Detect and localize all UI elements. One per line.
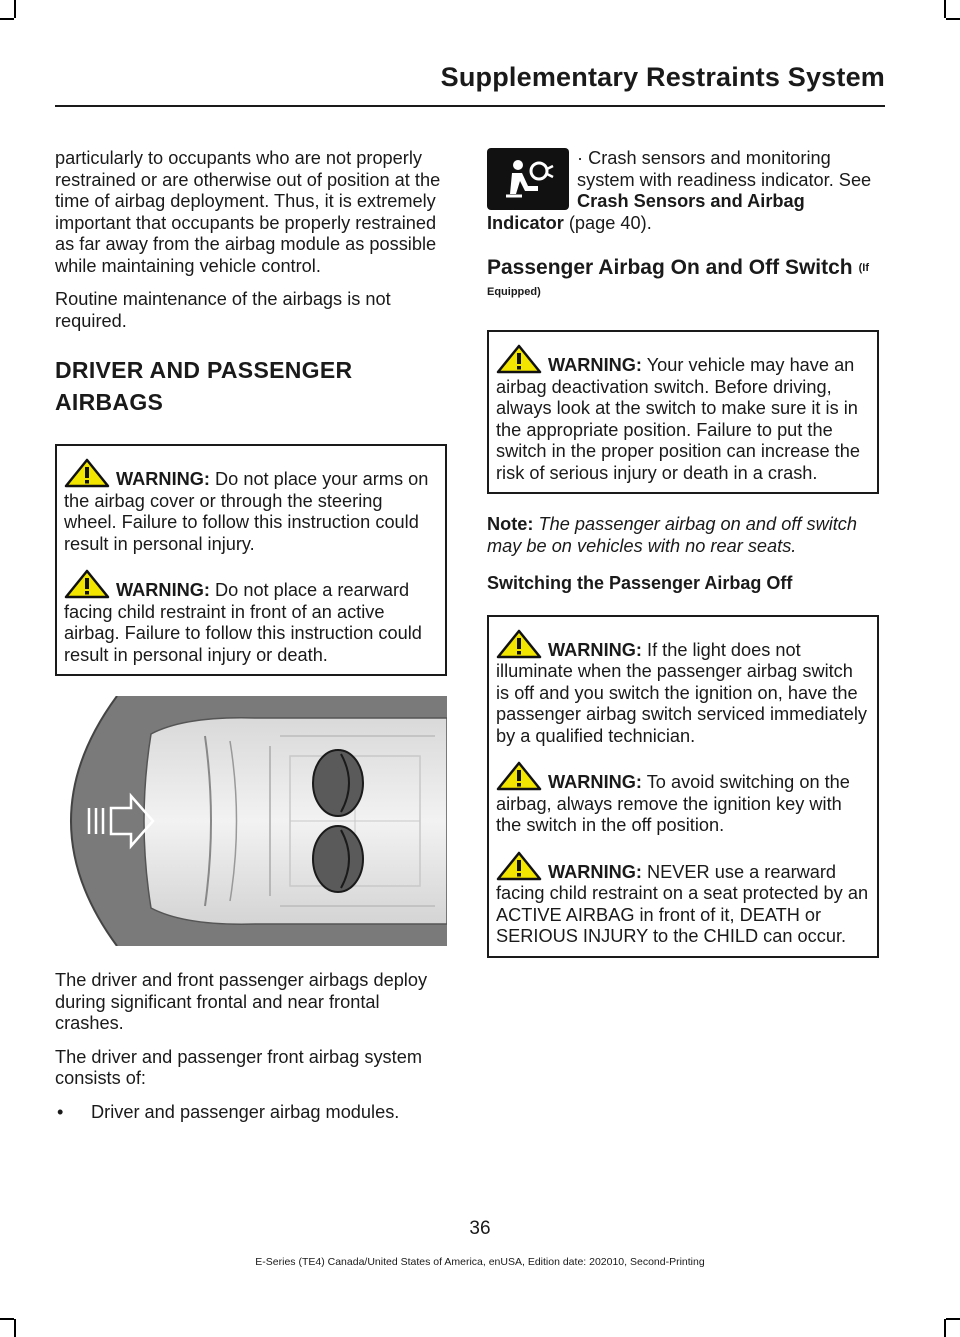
warning-box xyxy=(487,330,879,494)
left-column xyxy=(55,148,447,1123)
crop-mark xyxy=(14,0,16,18)
crop-mark xyxy=(944,1319,946,1337)
subsection-heading: Switching the Passenger Airbag Off xyxy=(487,573,793,593)
cross-reference-link[interactable]: Crash Sensors and Airbag Indicator xyxy=(487,191,805,233)
warning-box xyxy=(55,444,447,676)
warning-item xyxy=(496,629,870,748)
warning-label: WARNING: xyxy=(116,469,210,489)
warning-item xyxy=(64,569,438,666)
section-heading xyxy=(487,256,879,304)
bullet-icon: • xyxy=(57,1101,64,1122)
crop-mark xyxy=(946,1318,960,1320)
warning-item xyxy=(64,458,438,555)
warning-label: WARNING: xyxy=(548,772,642,792)
airbag-illustration xyxy=(55,696,447,946)
page-number: 36 xyxy=(469,1218,491,1239)
crop-mark xyxy=(944,0,946,18)
airbag-indicator-icon xyxy=(487,148,569,210)
warning-text: Your vehicle may have an airbag deactivation switch. Before driving, always look at the switch to make sure it is in the appropriate position. Failure to put the switch in the proper position can increase the risk of serious injury or death in a crash. xyxy=(496,355,860,483)
deploy-paragraph: The driver and front passenger airbags deploy during significant frontal and near frontal crashes. xyxy=(55,970,428,1033)
warning-text: To avoid switching on the airbag, always remove the ignition key with the switch in the off position. xyxy=(496,772,850,835)
warning-text: If the light does not illuminate when the passenger airbag switch is off and you switch the ignition on, have the passenger airbag switch serviced immediately by a qualified technician. xyxy=(496,639,867,746)
warning-triangle-icon xyxy=(496,629,542,659)
vehicle-airbag-diagram xyxy=(55,696,447,946)
crash-sensor-row xyxy=(487,148,879,234)
page-reference: (page 40). xyxy=(563,212,652,233)
warning-triangle-icon xyxy=(496,761,542,791)
header-rule xyxy=(55,105,885,107)
warning-label: WARNING: xyxy=(548,861,642,882)
warning-item xyxy=(496,851,870,948)
list-item xyxy=(55,1102,447,1124)
crop-mark xyxy=(0,1318,14,1320)
crop-mark xyxy=(14,1319,16,1337)
crop-mark xyxy=(0,18,14,20)
warning-triangle-icon xyxy=(496,851,542,881)
footer-text: E-Series (TE4) Canada/United States of America, enUSA, Edition date: 202010, Second-Printing xyxy=(255,1256,705,1268)
warning-text: Do not place your arms on the airbag cover or through the steering wheel. Failure to follow this instruction could result in personal injury. xyxy=(64,469,429,554)
warning-label: WARNING: xyxy=(548,639,642,660)
note-paragraph xyxy=(487,514,879,557)
warning-item xyxy=(496,344,870,484)
warning-triangle-icon xyxy=(64,458,110,488)
warning-box xyxy=(487,615,879,958)
note-text: The passenger airbag on and off switch may be on vehicles with no rear seats. xyxy=(487,514,858,556)
if-equipped-label: (If Equipped) xyxy=(487,262,870,298)
system-paragraph: The driver and passenger front airbag system consists of: xyxy=(55,1046,422,1088)
maintenance-paragraph: Routine maintenance of the airbags is not required. xyxy=(55,289,391,331)
note-label: Note: xyxy=(487,514,534,534)
warning-text: Do not place a rearward facing child restraint in front of an active airbag. Failure to follow this instruction could result in personal injury or death. xyxy=(64,580,422,665)
page-title: Supplementary Restraints System xyxy=(440,62,885,92)
warning-triangle-icon xyxy=(64,569,110,599)
crash-sensor-text: · Crash sensors and monitoring system with readiness indicator. See xyxy=(577,148,872,190)
right-column xyxy=(487,148,879,978)
warning-label: WARNING: xyxy=(116,580,210,600)
section-heading-text: Passenger Airbag On and Off Switch xyxy=(487,256,853,279)
warning-text: NEVER use a rearward facing child restraint on a seat protected by an ACTIVE AIRBAG in front of it, DEATH or SERIOUS INJURY to the CHILD can occur. xyxy=(496,861,869,946)
warning-triangle-icon xyxy=(496,344,542,374)
warning-label: WARNING: xyxy=(548,355,642,375)
list-item-text: Driver and passenger airbag modules. xyxy=(91,1101,400,1122)
section-heading: DRIVER AND PASSENGER AIRBAGS xyxy=(55,357,353,415)
intro-paragraph: particularly to occupants who are not properly restrained or are otherwise out of position at the time of airbag deployment. Thus, it is extremely important that occupants be properly restrained as far away from the airbag module as possible while maintaining vehicle control. xyxy=(55,148,441,276)
crop-mark xyxy=(946,18,960,20)
warning-item xyxy=(496,761,870,837)
